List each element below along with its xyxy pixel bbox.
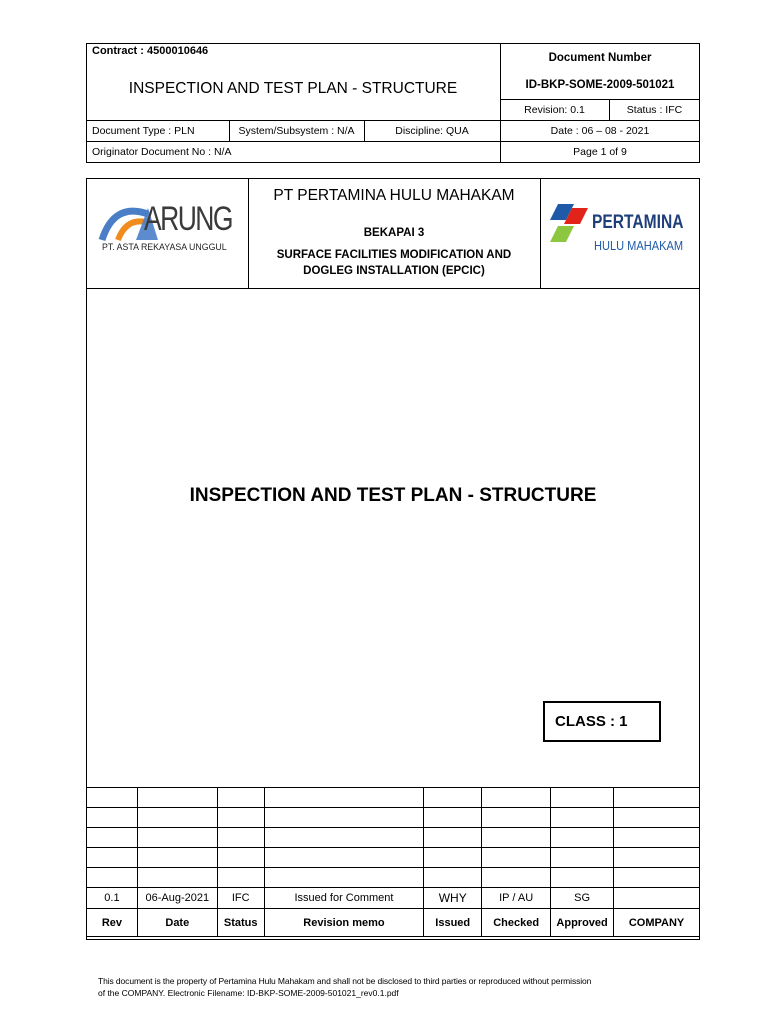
project-subtitle-line1: SURFACE FACILITIES MODIFICATION AND	[276, 249, 512, 261]
project-subtitle-line2: DOGLEG INSTALLATION (EPCIC)	[303, 265, 485, 277]
header-hline-3	[86, 141, 700, 142]
table-header-row	[87, 909, 700, 937]
header-title: INSPECTION AND TEST PLAN - STRUCTURE	[128, 80, 458, 97]
discipline: Discipline: QUA	[395, 125, 469, 137]
footer-disclaimer-line1: This document is the property of Pertamina Hulu Mahakam and shall not be disclosed to third parties or reproduced without permission	[98, 976, 592, 986]
doc-number: ID-BKP-SOME-2009-501021	[525, 79, 675, 91]
approved-cell: SG	[551, 888, 614, 909]
arung-logo	[96, 192, 241, 262]
originator-doc-no: Originator Document No : N/A	[92, 146, 232, 158]
header-hline-2	[86, 120, 700, 121]
header-hline-1	[500, 99, 700, 100]
status-label: Status : IFC	[626, 104, 683, 116]
table-row	[87, 828, 700, 848]
revision-row	[87, 888, 700, 909]
memo-cell: Issued for Comment	[264, 888, 424, 909]
cover-divider-right	[540, 178, 541, 288]
table-row	[87, 808, 700, 828]
header-date: Date	[137, 909, 217, 937]
date-cell: 06-Aug-2021	[137, 888, 217, 909]
table-row	[87, 848, 700, 868]
rev-cell: 0.1	[87, 888, 138, 909]
header-approved: Approved	[551, 909, 614, 937]
class-label: CLASS : 1	[555, 713, 628, 730]
issued-cell: WHY	[424, 888, 482, 909]
cover-hline	[86, 288, 700, 289]
pertamina-logo-tagline: HULU MAHAKAM	[594, 238, 684, 253]
header-status: Status	[217, 909, 264, 937]
checked-cell: IP / AU	[482, 888, 551, 909]
system-subsystem: System/Subsystem : N/A	[238, 125, 355, 137]
project-name: BEKAPAI 3	[363, 227, 425, 239]
header-issued: Issued	[424, 909, 482, 937]
main-title: INSPECTION AND TEST PLAN - STRUCTURE	[189, 485, 597, 506]
revision-table	[86, 787, 700, 937]
doc-date: Date : 06 – 08 - 2021	[550, 125, 650, 137]
contract-number: Contract : 4500010646	[92, 45, 209, 57]
page-number: Page 1 of 9	[573, 146, 627, 158]
header-company: COMPANY	[614, 909, 700, 937]
table-row	[87, 788, 700, 808]
doc-type: Document Type : PLN	[92, 125, 195, 137]
pertamina-logo	[548, 200, 693, 262]
company-name: PT PERTAMINA HULU MAHAKAM	[273, 187, 515, 204]
arung-logo-tagline: PT. ASTA REKAYASA UNGGUL	[102, 242, 227, 252]
header-checked: Checked	[482, 909, 551, 937]
pertamina-logo-name: PERTAMINA	[592, 212, 684, 233]
class-box	[543, 701, 661, 742]
header-memo: Revision memo	[264, 909, 424, 937]
header-rev: Rev	[87, 909, 138, 937]
doc-number-label: Document Number	[548, 52, 652, 64]
table-row	[87, 868, 700, 888]
revision-label: Revision: 0.1	[524, 104, 585, 116]
pertamina-logo-icon	[548, 202, 590, 256]
arung-logo-name: ARUNG	[144, 200, 232, 238]
status-cell: IFC	[217, 888, 264, 909]
footer-disclaimer-line2: of the COMPANY. Electronic Filename: ID-BKP-SOME-2009-501021_rev0.1.pdf	[98, 988, 399, 998]
company-cell	[614, 888, 700, 909]
